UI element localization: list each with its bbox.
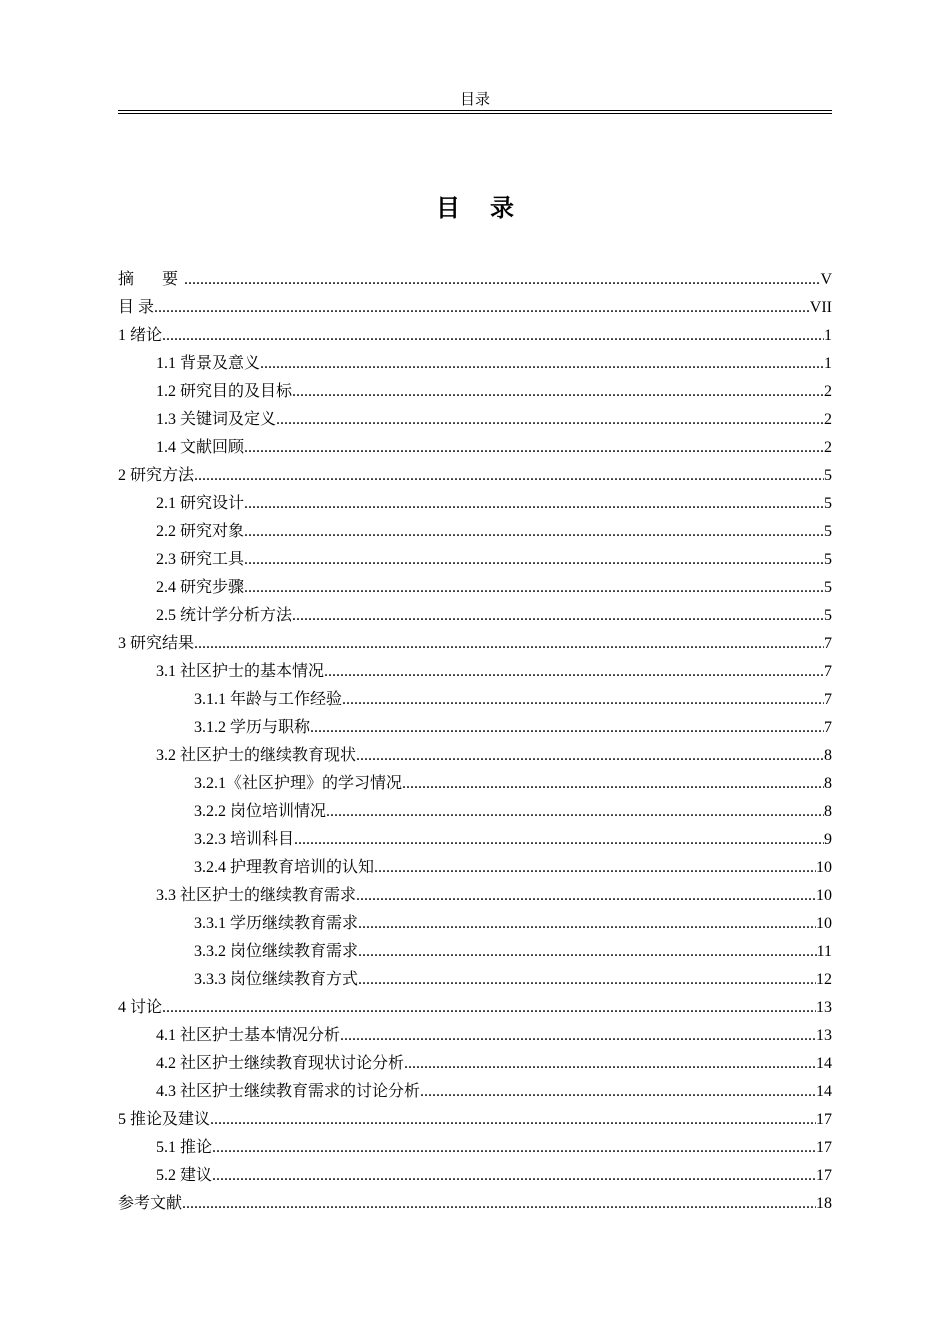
toc-page-number: 2 <box>824 411 832 428</box>
toc-entry-label: 3.2.2 岗位培训情况 <box>194 803 327 820</box>
toc-entry[interactable] <box>118 350 832 378</box>
toc-leader-dots <box>244 574 824 602</box>
toc-entry[interactable] <box>118 658 832 686</box>
toc-page-number: 7 <box>824 719 832 736</box>
toc-entry[interactable] <box>118 518 832 546</box>
toc-leader-dots <box>194 462 824 490</box>
toc-entry[interactable] <box>118 1134 832 1162</box>
toc-entry-label: 3.2.3 培训科目 <box>194 831 295 848</box>
toc-page-number: 17 <box>816 1139 832 1156</box>
toc-entry[interactable] <box>118 966 832 994</box>
toc-leader-dots <box>260 350 824 378</box>
toc-entry-label: 5.2 建议 <box>156 1167 213 1184</box>
toc-entry[interactable] <box>118 1022 832 1050</box>
toc-entry[interactable] <box>118 574 832 602</box>
toc-entry-label: 1.2 研究目的及目标 <box>156 383 293 400</box>
toc-entry-label: 4 讨论 <box>118 999 163 1016</box>
toc-entry-label: 4.3 社区护士继续教育需求的讨论分析 <box>156 1083 421 1100</box>
toc-entry-label: 2.2 研究对象 <box>156 523 245 540</box>
toc-page-number: 8 <box>824 775 832 792</box>
toc-leader-dots <box>374 854 816 882</box>
toc-page-number: 5 <box>824 467 832 484</box>
toc-title: 目 录 <box>436 196 526 222</box>
toc-leader-dots <box>244 434 824 462</box>
toc-entry-label: 4.1 社区护士基本情况分析 <box>156 1027 341 1044</box>
toc-entry-label: 3 研究结果 <box>118 635 195 652</box>
toc-entry[interactable] <box>118 322 832 350</box>
toc-page-number: 5 <box>824 523 832 540</box>
toc-page-number: 7 <box>824 635 832 652</box>
toc-leader-dots <box>420 1078 816 1106</box>
toc-entry[interactable] <box>118 994 832 1022</box>
toc-entry-label: 2.5 统计学分析方法 <box>156 607 293 624</box>
toc-leader-dots <box>404 1050 816 1078</box>
toc-entry-label: 参考文献 <box>118 1195 183 1212</box>
toc-entry[interactable] <box>118 406 832 434</box>
toc-leader-dots <box>356 882 816 910</box>
toc-entry-label: 2.1 研究设计 <box>156 495 245 512</box>
toc-entry[interactable] <box>118 266 832 294</box>
toc-entry[interactable] <box>118 1050 832 1078</box>
header-double-rule <box>118 110 832 114</box>
toc-leader-dots <box>162 994 816 1022</box>
toc-entry-label: 3.2.4 护理教育培训的认知 <box>194 859 375 876</box>
toc-entry-label: 3.1.1 年龄与工作经验 <box>194 691 343 708</box>
toc-page-number: V <box>820 271 832 288</box>
toc-leader-dots <box>244 490 824 518</box>
toc-page-number: 13 <box>816 1027 832 1044</box>
toc-page-number: 10 <box>816 859 832 876</box>
toc-entry[interactable] <box>118 714 832 742</box>
toc-entry[interactable] <box>118 742 832 770</box>
toc-page-number: 1 <box>824 355 832 372</box>
toc-entry-label: 3.1.2 学历与职称 <box>194 719 311 736</box>
table-of-contents <box>118 266 832 1218</box>
toc-entry[interactable] <box>118 770 832 798</box>
toc-page-number: 17 <box>816 1111 832 1128</box>
toc-entry[interactable] <box>118 462 832 490</box>
toc-entry-label: 目 录 <box>118 299 155 316</box>
toc-entry-label: 2.3 研究工具 <box>156 551 245 568</box>
toc-leader-dots <box>244 546 824 574</box>
toc-page-number: 5 <box>824 551 832 568</box>
toc-entry[interactable] <box>118 1162 832 1190</box>
toc-page-number: 17 <box>816 1167 832 1184</box>
toc-leader-dots <box>358 910 816 938</box>
toc-entry-label: 1.4 文献回顾 <box>156 439 245 456</box>
toc-entry-label: 3.3.2 岗位继续教育需求 <box>194 943 359 960</box>
toc-entry-label: 3.3 社区护士的继续教育需求 <box>156 887 357 904</box>
toc-entry-label: 3.2.1《社区护理》的学习情况 <box>194 775 403 792</box>
toc-leader-dots <box>310 714 824 742</box>
toc-page-number: VII <box>809 299 832 316</box>
toc-page-number: 13 <box>816 999 832 1016</box>
toc-entry-label: 3.3.1 学历继续教育需求 <box>194 915 359 932</box>
toc-entry[interactable] <box>118 630 832 658</box>
toc-entry-label: 3.1 社区护士的基本情况 <box>156 663 325 680</box>
toc-page-number: 9 <box>824 831 832 848</box>
toc-page-number: 14 <box>816 1083 832 1100</box>
toc-page-number: 2 <box>824 383 832 400</box>
toc-leader-dots <box>212 1162 816 1190</box>
toc-page-number: 8 <box>824 803 832 820</box>
toc-leader-dots <box>212 1134 816 1162</box>
toc-leader-dots <box>342 686 824 714</box>
toc-entry-label: 2 研究方法 <box>118 467 195 484</box>
toc-leader-dots <box>182 1190 816 1218</box>
toc-leader-dots <box>358 938 817 966</box>
toc-leader-dots <box>326 798 824 826</box>
toc-entry[interactable] <box>118 490 832 518</box>
toc-entry-label: 3.3.3 岗位继续教育方式 <box>194 971 359 988</box>
toc-entry[interactable] <box>118 1106 832 1134</box>
toc-leader-dots <box>162 322 824 350</box>
toc-entry[interactable] <box>118 294 832 322</box>
toc-entry-label: 1.1 背景及意义 <box>156 355 261 372</box>
toc-page-number: 7 <box>824 691 832 708</box>
toc-leader-dots <box>184 266 820 294</box>
toc-leader-dots <box>292 378 824 406</box>
toc-leader-dots <box>244 518 824 546</box>
toc-entry[interactable] <box>118 1190 832 1218</box>
toc-entry[interactable] <box>118 854 832 882</box>
toc-page-number: 7 <box>824 663 832 680</box>
toc-leader-dots <box>340 1022 816 1050</box>
toc-page-number: 5 <box>824 579 832 596</box>
toc-page-number: 14 <box>816 1055 832 1072</box>
toc-entry[interactable] <box>118 378 832 406</box>
toc-leader-dots <box>194 630 824 658</box>
toc-entry[interactable] <box>118 434 832 462</box>
toc-leader-dots <box>154 294 810 322</box>
toc-page-number: 10 <box>816 915 832 932</box>
toc-entry-label: 摘 要 <box>118 271 185 288</box>
toc-entry-label: 2.4 研究步骤 <box>156 579 245 596</box>
toc-leader-dots <box>292 602 824 630</box>
toc-entry[interactable] <box>118 938 832 966</box>
toc-entry-label: 5 推论及建议 <box>118 1111 211 1128</box>
toc-leader-dots <box>356 742 824 770</box>
toc-entry-label: 3.2 社区护士的继续教育现状 <box>156 747 357 764</box>
toc-page-number: 18 <box>816 1195 832 1212</box>
toc-page-number: 10 <box>816 887 832 904</box>
toc-leader-dots <box>294 826 824 854</box>
toc-page-number: 1 <box>824 327 832 344</box>
toc-page-number: 2 <box>824 439 832 456</box>
running-header: 目录 <box>459 92 490 108</box>
toc-leader-dots <box>358 966 816 994</box>
toc-page-number: 11 <box>816 943 832 960</box>
toc-page-number: 12 <box>816 971 832 988</box>
toc-page-number: 8 <box>824 747 832 764</box>
toc-entry[interactable] <box>118 602 832 630</box>
toc-leader-dots <box>210 1106 816 1134</box>
toc-entry-label: 1 绪论 <box>118 327 163 344</box>
toc-leader-dots <box>324 658 824 686</box>
toc-entry-label: 4.2 社区护士继续教育现状讨论分析 <box>156 1055 405 1072</box>
toc-entry[interactable] <box>118 798 832 826</box>
toc-entry[interactable] <box>118 546 832 574</box>
toc-entry-label: 5.1 推论 <box>156 1139 213 1156</box>
toc-entry[interactable] <box>118 826 832 854</box>
toc-leader-dots <box>402 770 824 798</box>
toc-page-number: 5 <box>824 607 832 624</box>
toc-leader-dots <box>276 406 824 434</box>
toc-entry[interactable] <box>118 1078 832 1106</box>
toc-page-number: 5 <box>824 495 832 512</box>
toc-entry[interactable] <box>118 882 832 910</box>
toc-entry[interactable] <box>118 686 832 714</box>
toc-entry[interactable] <box>118 910 832 938</box>
toc-entry-label: 1.3 关键词及定义 <box>156 411 277 428</box>
